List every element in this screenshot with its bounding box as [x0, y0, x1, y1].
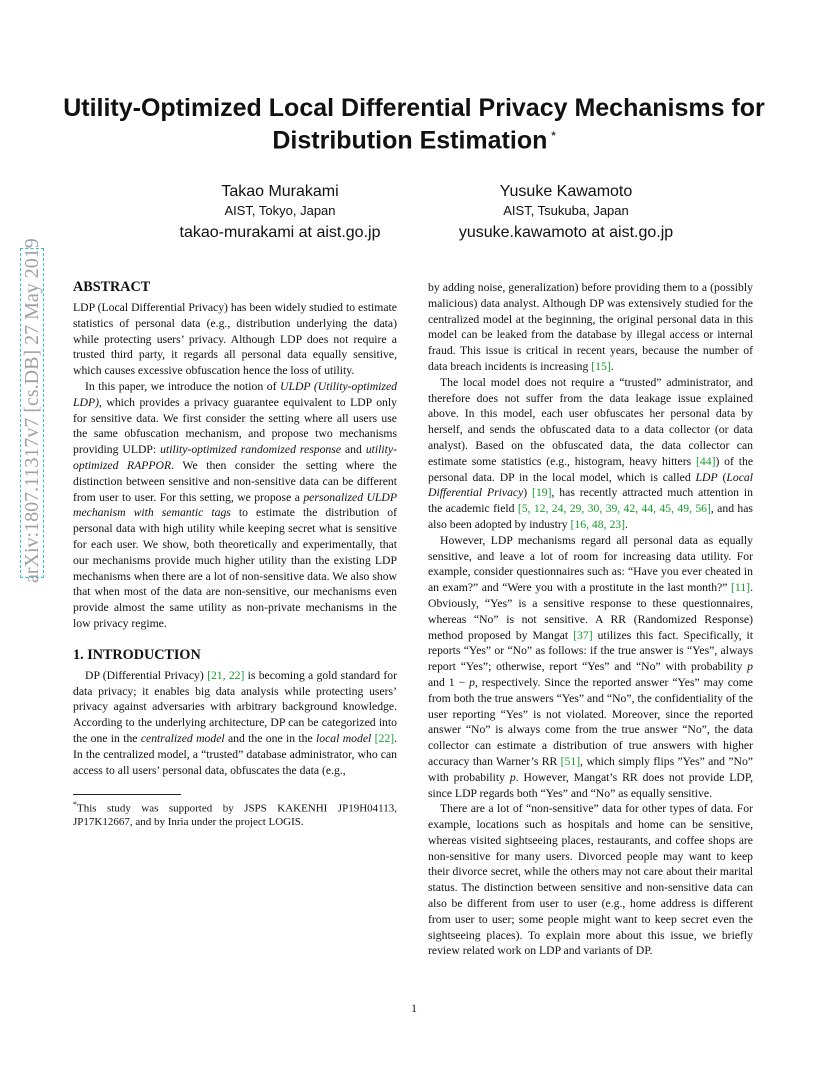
page-number: 1 — [411, 1002, 417, 1015]
citation-link[interactable]: [16, 48, 23] — [570, 517, 626, 531]
footnote — [73, 798, 397, 830]
author-block-2 — [416, 182, 716, 245]
author-name: Yusuke Kawamoto — [499, 183, 633, 200]
footnote-text: This study was supported by JSPS KAKENHI JP19H04113, JP17K12667, and by Inria under the project LOGIS. — [73, 802, 397, 829]
citation-link[interactable]: [37] — [573, 628, 593, 642]
introduction-heading: 1. INTRODUCTION — [73, 646, 201, 663]
author-affiliation: AIST, Tokyo, Japan — [224, 203, 336, 218]
intro-paragraph-3: The local model does not require a “trusted” administrator, and therefore does not suffer from the data leakage issue explained above. In this model, each user obfuscates her personal data by herself, and sends the obfuscated data to a data collector (or data analyst). Based on the obfuscated data, the data collector can estimate some statistics (e.g., histogram, heavy hitters [44]) of the personal data. DP in the local model, which is called LDP (Local Differential Privacy) [19], has recently attracted much attention in the academic field [5, 12, 24, 29, 30, 39, 42, 44, 45, 49, 56], and has also been adopted by industry [16, 48, 23]. — [428, 375, 754, 531]
intro-paragraph-2: by adding noise, generalization) before providing them to a (possibly malicious) data analyst. Although DP was extensively studied for the centralized model at the beginning, the original personal data in this model can be leaked from the database by illegal access or internal fraud. This issue is critical in recent years, because the number of data breach incidents is increasing [15]. — [428, 281, 753, 373]
left-column — [73, 278, 397, 778]
intro-paragraph-5: There are a lot of “non-sensitive” data for other types of data. For example, locations such as hospitals and home can be sensitive, whereas visited sightseeing places, restaurants, and coffee shops are non-sensitive for many users. Divorced people may want to keep their divorce secret, while the others may not care about their marital status. The distinction between sensitive and non-sensitive data can also be different from user to user (e.g., home address is different from user to user; some people might want to keep secret even the sightseeing places). To explain more about this issue, we briefly review related work on LDP and variants of DP. — [428, 802, 753, 958]
abstract-paragraph-1: LDP (Local Differential Privacy) has been widely studied to estimate statistics of personal data (e.g., distribution underlying the data) while protecting users’ privacy. Although LDP does not require a trusted third party, it regards all personal data equally sensitive, which causes excessive obfuscation hence the loss of utility. — [73, 301, 397, 378]
citation-link[interactable]: [5, 12, 24, 29, 30, 39, 42, 44, 45, 49, 56] — [517, 502, 711, 516]
citation-link[interactable]: [22] — [374, 731, 395, 745]
title-footnote-mark: * — [551, 130, 556, 142]
citation-link[interactable]: [51] — [560, 754, 581, 768]
title-line-2-text: Distribution Estimation — [272, 126, 548, 155]
author-block-1 — [130, 182, 430, 245]
author-email: takao-murakami at aist.go.jp — [179, 224, 381, 241]
title-line-1: Utility-Optimized Local Differential Privacy Mechanisms for — [63, 94, 765, 122]
citation-link[interactable]: [11] — [731, 581, 751, 595]
citation-link[interactable]: [19] — [532, 486, 552, 500]
footnote-mark: * — [73, 800, 77, 809]
abstract-heading: ABSTRACT — [73, 279, 151, 295]
paper-title — [0, 94, 828, 154]
citation-link[interactable]: [15] — [591, 359, 611, 373]
author-email: yusuke.kawamoto at aist.go.jp — [458, 224, 674, 241]
arxiv-stamp: arXiv:1807.11317v7 [cs.DB] 27 May 2019 — [21, 238, 43, 583]
author-affiliation: AIST, Tsukuba, Japan — [503, 203, 629, 218]
abstract-paragraph-2: In this paper, we introduce the notion of ULDP (Utility-optimized LDP), which provides a privacy guarantee equivalent to LDP only for sensitive data. We first consider the setting where all users use the same obfuscation mechanism, and propose two mechanisms providing ULDP: utility-optimized randomized response and utility-optimized RAPPOR. We then consider the setting where the distinction between sensitive and non-sensitive data can be different from user to user. For this setting, we propose a personalized ULDP mechanism with semantic tags to estimate the distribution of personal data with high utility while keeping secret what is sensitive for each user. We show, both theoretically and experimentally, that our mechanisms provide much higher utility than the existing LDP mechanisms when there are a lot of non-sensitive data. We also show that when most of the data are non-sensitive, our mechanisms even provide almost the same utility as non-private mechanisms in the low privacy regime. — [73, 379, 397, 630]
citation-link[interactable]: [21, 22] — [207, 668, 245, 682]
title-line-2 — [0, 122, 828, 154]
citation-link[interactable]: [44] — [696, 454, 716, 468]
intro-paragraph-1: DP (Differential Privacy) [21, 22] is becoming a gold standard for data privacy; it enables big data analysis while protecting users’ privacy against adversaries with arbitrary background knowledge. According to the underlying architecture, DP can be categorized into the one in the centralized model and the one in the local model [22]. In the centralized model, a “trusted” database administrator, who can access to all users’ personal data, obfuscates the data (e.g., — [73, 668, 398, 777]
author-name: Takao Murakami — [221, 183, 339, 200]
intro-paragraph-4: However, LDP mechanisms regard all personal data as equally sensitive, and leave a lot of room for increasing data utility. For example, consider questionnaires such as: “Have you ever cheated in an exam?” and “Were you with a prostitute in the last month?” [11]. Obviously, “Yes” is a sensitive response to these questionnaires, whereas “No” is not sensitive. A RR (Randomized Response) method proposed by Mangat [37] utilizes this fact. Specifically, it reports “Yes” or “No” as follows: if the true answer is “Yes”, always report “Yes”; otherwise, report “Yes” and “No” with probability p and 1 − p, respectively. Since the reported answer “Yes” may come from both the true answers “Yes” and “No”, the confidentiality of the user reporting “Yes” is not violated. Moreover, since the reported answer “No” is always come from the true answer “No”, the data collector can estimate a distribution of true answers with higher accuracy than Warner’s RR [51], which simply flips ”Yes” and ”No” with probability p. However, Mangat’s RR does not provide LDP, since LDP regards both “Yes” and “No” as equally sensitive. — [428, 533, 753, 800]
right-column — [428, 280, 753, 959]
footnote-rule — [73, 794, 181, 795]
